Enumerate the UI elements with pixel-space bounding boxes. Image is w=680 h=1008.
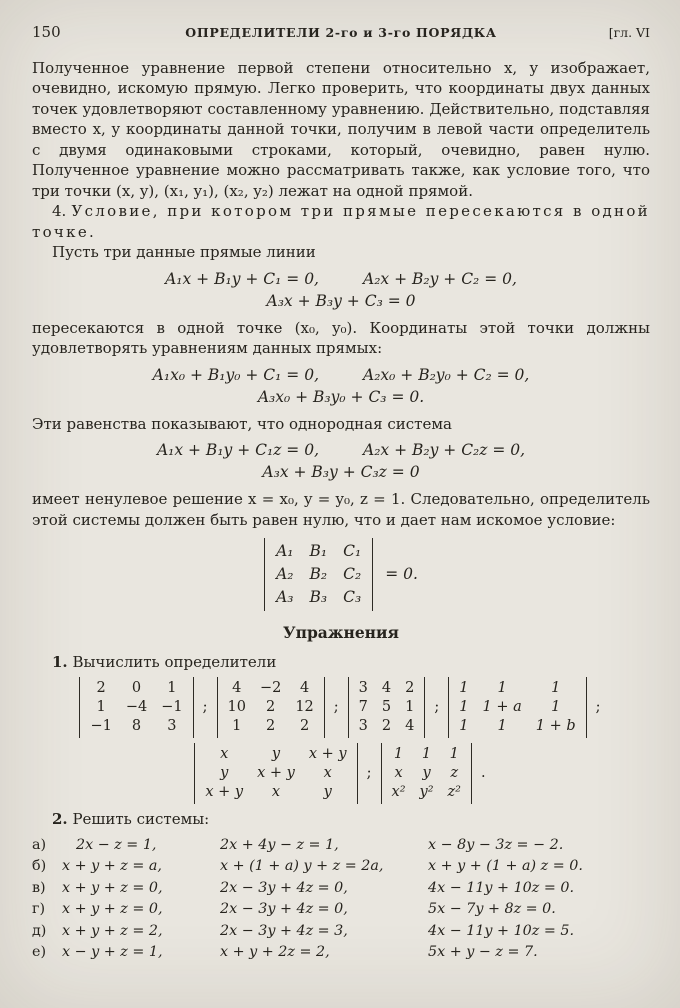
- equation-line: [32, 364, 650, 386]
- system-label: в): [32, 879, 46, 896]
- system-equation: x + y + z = 2,: [62, 922, 163, 939]
- equation: A₃x₀ + B₃y₀ + C₃ = 0.: [257, 387, 425, 406]
- equation: A₂x₀ + B₂y₀ + C₂ = 0,: [363, 365, 530, 384]
- determinant-1: 2 0 1 1 −4 −1 −1 8 3: [79, 677, 193, 738]
- system-equation: 5x − 7y + 8z = 0.: [428, 901, 556, 917]
- system-equation: 2x − 3y + 4z = 0,: [220, 879, 348, 896]
- separator: ;: [595, 699, 601, 716]
- system-equation: 4x − 11y + 10z = 0.: [428, 879, 574, 896]
- exercise-1-caption: [32, 652, 650, 673]
- equation-line: [32, 461, 650, 483]
- system-equation: 2x − z = 1,: [76, 836, 157, 853]
- exercise-1-number: 1.: [52, 652, 68, 671]
- system-equation: x + y + 2z = 2,: [220, 944, 330, 960]
- system-label: г): [32, 901, 46, 917]
- equation: A₂x + B₂y + C₂z = 0,: [363, 441, 526, 459]
- system-equation: x − y + z = 1,: [62, 944, 163, 960]
- exercise-2-number: 2.: [52, 810, 68, 828]
- exercises-title: Упражнения: [283, 623, 399, 642]
- system-equation: 2x + 4y − z = 1,: [220, 836, 339, 853]
- system-label: д): [32, 922, 47, 939]
- exercise-1-text: Вычислить определители: [72, 652, 277, 671]
- determinant-4: 1 1 1 1 1 + a 1 1 1 1 + b: [448, 677, 586, 738]
- paragraph-line-equation: Полученное уравнение первой степени относительно x, y изображает, очевидно, искомую прямую. Легко проверить, что координаты двух данных точек удовлетворяют составленному уравнению. Действительно, подставляя вместо x, y координаты данной точки, получим в левой части определитель с двумя одинаковыми строками, который, очевидно, равен нулю. Полученное уравнение можно рассматривать также, как условие того, что три точки (x, y), (x₁, y₁), (x₂, y₂) лежат на одной прямой.: [32, 58, 650, 200]
- page-number: 150: [32, 23, 61, 41]
- determinant-condition: [32, 538, 650, 611]
- equation-line: [32, 290, 650, 312]
- paragraph-homogeneous: Эти равенства показывают, что однородная система: [32, 414, 452, 433]
- equation-block-lines: [32, 268, 650, 312]
- system-equation: x + y + z = 0,: [62, 901, 163, 917]
- equation: A₃x + B₃y + C₃z = 0: [262, 463, 420, 481]
- determinant-equals-zero: = 0.: [385, 565, 418, 584]
- equation-block-homogeneous: [32, 439, 650, 483]
- system-equation: 2x − 3y + 4z = 3,: [220, 922, 348, 939]
- system-label: е): [32, 944, 47, 960]
- system-equation: x − 8y − 3z = − 2.: [428, 836, 564, 853]
- determinant-matrix: A₁ B₁ C₁ A₂ B₂ C₂ A₃ B₃ C₃: [264, 538, 373, 611]
- section-heading: [32, 201, 650, 242]
- equation-line: [32, 439, 650, 461]
- determinant-6: 1 1 1 x y z x² y² z²: [381, 743, 472, 804]
- equation-line: [32, 386, 650, 408]
- equation-block-point: [32, 364, 650, 408]
- equation: A₁x + B₁y + C₁ = 0,: [165, 269, 319, 288]
- equation: A₃x + B₃y + C₃ = 0: [266, 291, 416, 310]
- system-equation: x + y + z = a,: [62, 858, 162, 874]
- exercise-2-systems: [32, 835, 650, 964]
- equation: A₂x + B₂y + C₂ = 0,: [363, 269, 517, 288]
- running-title: ОПРЕДЕЛИТЕЛИ 2-го и 3-го ПОРЯДКА: [185, 25, 497, 40]
- determinant-2: 4 −2 4 10 2 12 1 2 2: [217, 677, 325, 738]
- exercise-2-caption: [32, 809, 650, 830]
- system-equation: 5x + y − z = 7.: [428, 944, 538, 960]
- determinant-5: x y x + y y x + y x x + y x y: [194, 743, 357, 804]
- system-equation: 4x − 11y + 10z = 5.: [428, 922, 574, 939]
- separator: ;: [202, 699, 208, 716]
- paragraph-intersect-point: пересекаются в одной точке (x₀, y₀). Координаты этой точки должны удовлетворять уравнениям данных прямых:: [32, 318, 650, 357]
- exercise-1-determinants-row-1: [32, 677, 650, 738]
- separator: ;: [434, 699, 440, 716]
- section-heading-text: Условие, при котором три прямые пересекаются в одной точке.: [32, 202, 650, 241]
- system-equation: x + (1 + a) y + z = 2a,: [220, 858, 384, 874]
- determinant-3: 3 4 2 7 5 1 3 2 4: [348, 677, 426, 738]
- equation: A₁x₀ + B₁y₀ + C₁ = 0,: [152, 365, 319, 384]
- exercise-1-determinants-row-2: [32, 743, 650, 804]
- chapter-reference: [гл. VI: [608, 25, 650, 40]
- system-equation: x + y + (1 + a) z = 0.: [428, 858, 583, 874]
- equation-line: [32, 268, 650, 290]
- exercise-2-text: Решить системы:: [72, 810, 210, 828]
- system-equation: x + y + z = 0,: [62, 879, 163, 896]
- system-label: б): [32, 858, 47, 874]
- system-label: а): [32, 836, 47, 853]
- page-header: [32, 22, 650, 44]
- section-number: 4.: [52, 202, 67, 220]
- separator: ;: [333, 699, 339, 716]
- paragraph-three-lines: Пусть три данные прямые линии: [52, 243, 316, 261]
- separator: ;: [366, 765, 372, 782]
- system-equation: 2x − 3y + 4z = 0,: [220, 901, 348, 917]
- equation: A₁x + B₁y + C₁z = 0,: [156, 441, 319, 459]
- paragraph-nonzero-solution: имеет ненулевое решение x = x₀, y = y₀, z = 1. Следовательно, определитель этой системы должен быть равен нулю, что и дает нам искомое условие:: [32, 490, 650, 529]
- separator: .: [481, 765, 486, 782]
